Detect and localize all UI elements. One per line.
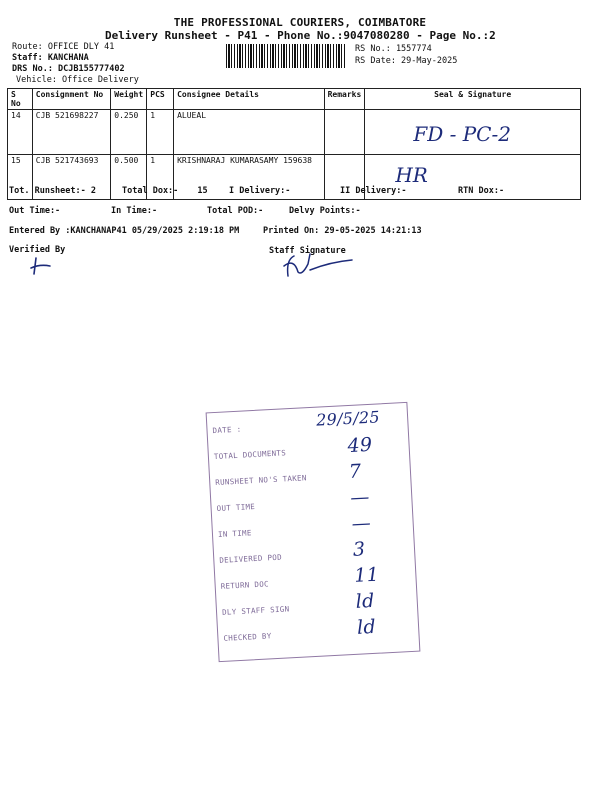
- verified-signature-mark: [28, 254, 58, 278]
- verified-by: Verified By: [9, 245, 66, 255]
- col-weight: Weight: [111, 89, 147, 110]
- barcode-image: [226, 44, 347, 68]
- stamp-label: IN TIME: [217, 528, 252, 539]
- cell-signature: [365, 110, 581, 155]
- cell-consignment: CJB 521698227: [32, 110, 111, 155]
- stamp-label: CHECKED BY: [223, 631, 272, 643]
- office-stamp: [206, 402, 421, 662]
- stamp-label: OUT TIME: [216, 502, 256, 514]
- col-consignee: Consignee Details: [174, 89, 324, 110]
- staff-line: [12, 53, 89, 63]
- staff-name: KANCHANA: [47, 53, 89, 63]
- entered-by: Entered By :KANCHANAP41 05/29/2025 2:19:18 PM: [9, 226, 240, 236]
- cell-pcs: 1: [147, 110, 174, 155]
- stamp-value: 49: [346, 433, 373, 458]
- rtn-dox: RTN Dox:-: [458, 186, 505, 196]
- col-consignment-no: Consignment No: [32, 89, 111, 110]
- rs-date: RS Date: 29-May-2025: [355, 56, 458, 66]
- col-sno: S No: [8, 89, 33, 110]
- i-delivery: I Delivery:-: [229, 186, 291, 196]
- stamp-value: —: [351, 511, 372, 535]
- stamp-value: 3: [352, 538, 366, 561]
- stamp-label: DLY STAFF SIGN: [221, 604, 290, 617]
- runsheet-subtitle: Delivery Runsheet - P41 - Phone No.:9047080280 - Page No.:2: [105, 29, 496, 42]
- cell-consignment: CJB 521743693: [32, 155, 111, 200]
- rs-number: RS No.: 1557774: [355, 44, 432, 54]
- total-dox-value: 15: [197, 186, 208, 196]
- vehicle-line: Vehicle: Office Delivery: [16, 75, 139, 85]
- stamp-label: TOTAL DOCUMENTS: [213, 448, 287, 462]
- delvy-points: Delvy Points:-: [289, 206, 361, 216]
- cell-weight: 0.250: [111, 110, 147, 155]
- handwritten-signature: HR: [395, 163, 428, 187]
- stamp-label: RUNSHEET NO'S TAKEN: [215, 473, 307, 488]
- cell-sno: 14: [8, 110, 33, 155]
- stamp-value: 7: [348, 460, 362, 484]
- stamp-label: DELIVERED POD: [219, 552, 283, 565]
- table-header-row: [8, 89, 581, 110]
- tot-runsheet: Tot. Runsheet:- 2: [9, 186, 96, 196]
- cell-consignee: ALUEAL: [174, 110, 324, 155]
- table-row: [8, 110, 581, 155]
- stamp-value: 11: [353, 563, 380, 587]
- out-time: Out Time:-: [9, 206, 61, 216]
- total-pod: Total POD:-: [207, 206, 264, 216]
- col-remarks: Remarks: [324, 89, 365, 110]
- total-dox-label: Total Dox:-: [122, 186, 179, 196]
- stamp-label: DATE :: [212, 424, 242, 436]
- cell-sno: 15: [8, 155, 33, 200]
- col-signature: Seal & Signature: [365, 89, 581, 110]
- ii-delivery: II Delivery:-: [340, 186, 407, 196]
- cell-remarks: [324, 110, 365, 155]
- drs-number: DRS No.: DCJB155777402: [12, 64, 125, 74]
- company-title: THE PROFESSIONAL COURIERS, COIMBATORE: [173, 16, 427, 29]
- stamp-value: 29/5/25: [315, 407, 381, 430]
- handwritten-signature: FD - PC-2: [413, 122, 511, 146]
- in-time: In Time:-: [111, 206, 158, 216]
- staff-label: Staff:: [12, 53, 43, 63]
- stamp-value: ld: [356, 615, 377, 639]
- cell-consignee: KRISHNARAJ KUMARASAMY 159638: [174, 155, 324, 200]
- consignment-table: [7, 88, 581, 200]
- col-pcs: PCS: [147, 89, 174, 110]
- stamp-label: RETURN DOC: [220, 579, 270, 591]
- stamp-value: —: [349, 486, 371, 509]
- stamp-value: ld: [355, 589, 376, 613]
- route-line: Route: OFFICE DLY 41: [12, 42, 115, 52]
- staff-signature-label: Staff Signature: [269, 246, 346, 256]
- staff-signature-mark: [280, 250, 360, 280]
- cell-weight: 0.500: [111, 155, 147, 200]
- total-dox: [122, 186, 208, 196]
- cell-pcs: 1: [147, 155, 174, 200]
- printed-on: Printed On: 29-05-2025 14:21:13: [263, 226, 422, 236]
